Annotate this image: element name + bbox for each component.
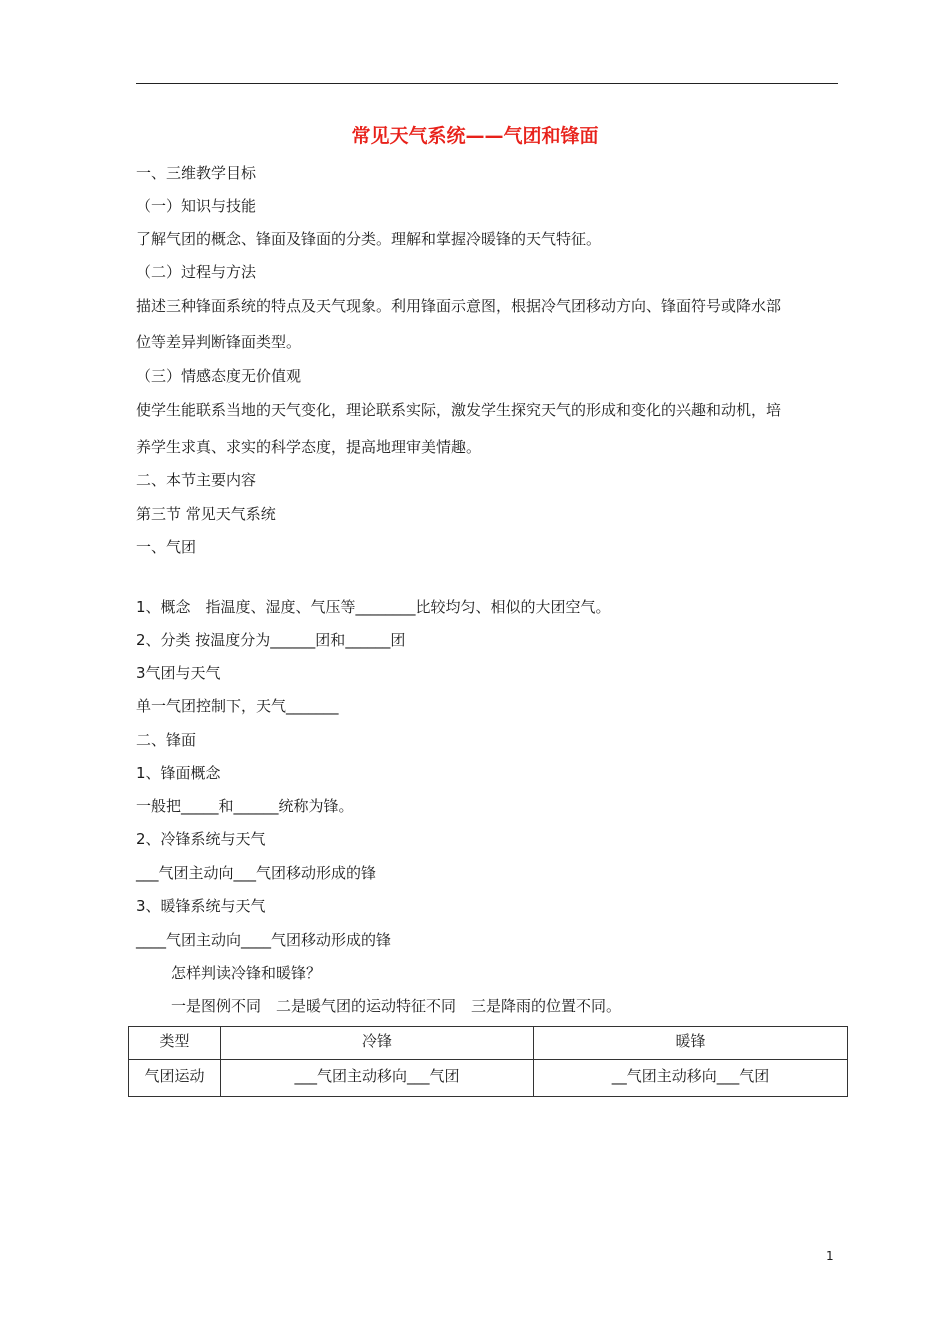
text-line: 第三节 常见天气系统 xyxy=(136,505,276,523)
front-comparison-table xyxy=(128,1026,848,1097)
text-line: 一般把_____和______统称为锋。 xyxy=(136,797,354,815)
table-cell: ___气团主动移向___气团 xyxy=(221,1060,534,1097)
table-header-cell: 冷锋 xyxy=(221,1027,534,1060)
text-line: 一、三维教学目标 xyxy=(136,164,257,182)
document-title: 常见天气系统——气团和锋面 xyxy=(351,125,599,147)
text-line: 2、分类 按温度分为______团和______团 xyxy=(136,631,406,649)
text-line: 一是图例不同 二是暖气团的运动特征不同 三是降雨的位置不同。 xyxy=(171,997,622,1015)
text-line: 1、锋面概念 xyxy=(136,764,221,782)
text-line: （二）过程与方法 xyxy=(136,263,257,281)
table-header-cell: 暖锋 xyxy=(534,1027,848,1060)
text-line: 使学生能联系当地的天气变化，理论联系实际，激发学生探究天气的形成和变化的兴趣和动机，培 xyxy=(136,401,782,419)
text-line: 位等差异判断锋面类型。 xyxy=(136,333,302,351)
text-line: 二、本节主要内容 xyxy=(136,471,257,489)
table-header-cell: 类型 xyxy=(129,1027,221,1060)
text-line: 2、冷锋系统与天气 xyxy=(136,830,266,848)
table-cell: __气团主动移向___气团 xyxy=(534,1060,848,1097)
text-line: （一）知识与技能 xyxy=(136,197,257,215)
text-line: 单一气团控制下，天气_______ xyxy=(136,697,339,715)
table-row xyxy=(129,1060,848,1097)
table-cell: 气团运动 xyxy=(129,1060,221,1097)
text-line: 二、锋面 xyxy=(136,731,197,749)
text-line: 一、气团 xyxy=(136,538,197,556)
table-header-row xyxy=(129,1027,848,1060)
text-line: 3气团与天气 xyxy=(136,664,221,682)
text-line: 描述三种锋面系统的特点及天气现象。利用锋面示意图，根据冷气团移动方向、锋面符号或降水部 xyxy=(136,297,782,315)
text-line: ___气团主动向___气团移动形成的锋 xyxy=(136,864,377,882)
header-rule xyxy=(136,83,838,84)
page-number: 1 xyxy=(826,1249,834,1263)
text-line: 1、概念 指温度、湿度、气压等________比较均匀、相似的大团空气。 xyxy=(136,598,611,616)
text-line: 怎样判读冷锋和暖锋？ xyxy=(171,964,322,982)
text-line: ____气团主动向____气团移动形成的锋 xyxy=(136,931,392,949)
text-line: 3、暖锋系统与天气 xyxy=(136,897,266,915)
text-line: 了解气团的概念、锋面及锋面的分类。理解和掌握冷暖锋的天气特征。 xyxy=(136,230,602,248)
text-line: （三）情感态度无价值观 xyxy=(136,367,302,385)
text-line: 养学生求真、求实的科学态度，提高地理审美情趣。 xyxy=(136,438,482,456)
